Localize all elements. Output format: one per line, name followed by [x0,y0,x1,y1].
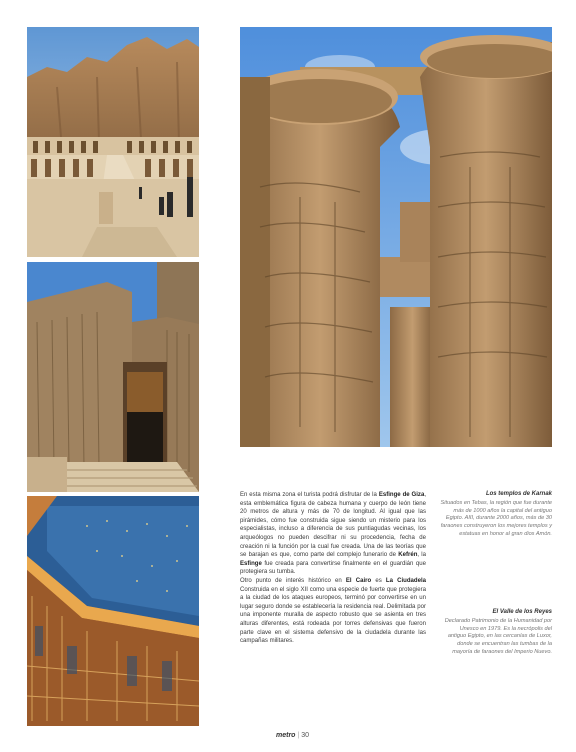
text-span: fue creada para convertirse finalmente en el guardián que protegiera su tumba. [240,560,426,576]
text-span: Otro punto de interés histórico en [240,577,346,584]
page-number: 30 [301,732,310,739]
article-body [240,491,426,646]
bold-term: Kefrén [398,552,418,559]
page-footer [276,732,309,739]
photo-painted-tomb-ceiling [27,496,199,726]
text-span: En esta misma zona el turista podrá disfrutar de la [240,492,379,498]
photo-hatshepsut-temple [27,27,199,257]
text-span: , la [417,552,426,559]
sidebar-text: Declarado Patrimonio de la Humanidad por Unesco en 1979. Es la necrópolis del antiguo Egipto, en las cercanías de Luxor, donde se encuentran las tumbas de la mayoría de faraones del Imperio Nuevo. [444,617,552,655]
sidebar-title: Los templos de Karnak [485,491,552,497]
bold-term: El Cairo [345,577,372,584]
photo-karnak-columns [240,27,552,447]
sidebar-note-karnak [440,491,552,539]
text-span: es [371,577,386,584]
article-paragraph-1 [240,491,426,577]
sidebar-title: El Valle de los Reyes [492,609,552,615]
footer-separator: | [297,732,300,739]
sidebar-note-valley-of-kings [440,609,552,657]
bold-term: Esfinge de Giza [378,492,425,498]
photo-temple-entrance [27,262,199,492]
magazine-brand: metro [276,732,296,739]
sidebar-text: Situados en Tebas, la región que fue durante más de 1000 años la capital del antiguo Egipto. AIII, durante 2000 años, más de 30 faraones construyeron los mejores templos y estatuas en honor al gran dios Amón. [440,499,552,537]
article-paragraph-2 [240,577,426,646]
text-span: , esta emblemática figura de cabeza humana y cuerpo de león tiene 20 metros de altura y más de 70 de longitud. Al igual que las pirámides, cómo fue construida sigue siendo un misterio para los especialistas, incluso a diferencia de sus puntiagudas vecinas, los arqueólogos no pueden descifrar ni su procedencia, fecha de creación ni la función por la cual fue creada. Una de las teorías que se barajan es que, como parte del complejo funerario de [240,492,426,559]
bold-term: La Ciudadela [385,577,427,584]
bold-term: Esfinge [240,560,262,567]
text-span: Construida en el siglo XII como una especie de fuerte que protegiera a la ciudad de los ataques europeos, terminó por convertirse en un lugar seguro donde se establecería la residencia real. Delimitada por una imponente muralla de aspecto robusto que se asienta en tres alturas diferentes, está rodeada por torres defensivas que fueron parte clave en el sistema defensivo de la ciudadela durante las campañas militares. [240,586,426,645]
